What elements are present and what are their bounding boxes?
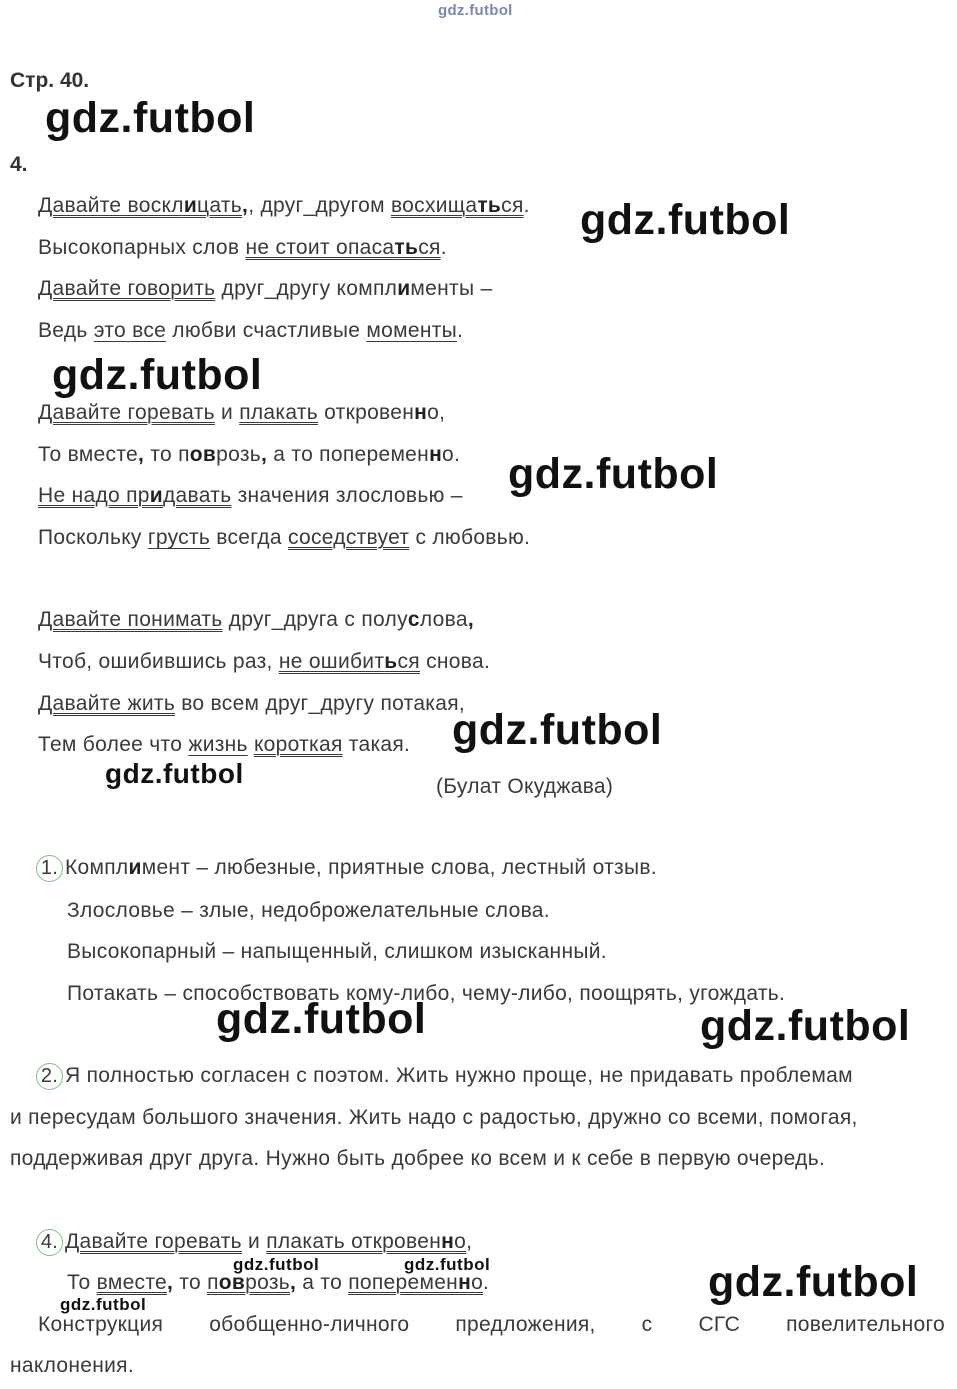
watermark: gdz.futbol [60, 1295, 147, 1314]
watermark: gdz.futbol [404, 1255, 491, 1274]
watermark: gdz.futbol [580, 196, 791, 244]
answer-number-badge: 2. [36, 1063, 63, 1090]
answer-4-conclusion-end: наклонения. [10, 1354, 134, 1377]
answer-2-line: 2. Я полностью согласен с поэтом. Жить нужно проще, не придавать проблемам [36, 1063, 853, 1090]
watermark: gdz.futbol [508, 450, 719, 498]
answer-1-line: Потакать – способствовать кому-либо, чему-либо, поощрять, угождать. [67, 982, 786, 1005]
answer-number-badge: 1. [36, 855, 63, 882]
site-watermark: gdz.futbol [438, 2, 513, 19]
poem-line: Давайте горевать и плакать откровенно, [38, 401, 446, 424]
answer-2-line: поддерживая друг друга. Нужно быть добрее ко всем и к себе в первую очередь. [10, 1147, 826, 1170]
watermark: gdz.futbol [452, 706, 663, 754]
poem-line: Давайте говорить друг_другу комплименты – [38, 277, 493, 300]
watermark: gdz.futbol [105, 758, 244, 789]
poem-line: Давайте понимать друг_друга с полуслова, [38, 608, 474, 631]
task-number: 4. [10, 153, 28, 176]
poem-line: Давайте жить во всем друг_другу потакая, [38, 692, 466, 715]
poem-line: Ведь это все любви счастливые моменты. [38, 319, 464, 342]
answer-2-line: и пересудам большого значения. Жить надо с радостью, дружно со всеми, помогая, [10, 1106, 858, 1129]
watermark: gdz.futbol [233, 1255, 320, 1274]
watermark: gdz.futbol [216, 995, 427, 1043]
watermark: gdz.futbol [45, 94, 256, 142]
answer-number-badge: 4. [36, 1229, 63, 1256]
poem-line: Поскольку грусть всегда соседствует с любовью. [38, 526, 531, 549]
poem-line: Не надо придавать значения злословью – [38, 484, 463, 507]
answer-1-line: Злословье – злые, недоброжелательные слова. [67, 899, 550, 922]
answer-4-line: 4. Давайте горевать и плакать откровенно, [36, 1229, 472, 1256]
answer-1-line: Высокопарный – напыщенный, слишком изысканный. [67, 940, 607, 963]
poem-line: Чтоб, ошибившись раз, не ошибиться снова. [38, 650, 491, 673]
page-header: Стр. 40. [10, 69, 90, 92]
poem-line: То вместе, то поврозь, а то попеременно. [38, 443, 461, 466]
poem-author: (Булат Окуджава) [436, 775, 614, 798]
poem-line: Высокопарных слов не стоит опасаться. [38, 236, 447, 259]
watermark: gdz.futbol [52, 351, 263, 399]
answer-4-line: То вместе, то поврозь, а то попеременно. [67, 1271, 490, 1294]
answer-4-conclusion: Конструкция обобщенно-личного предложения, с СГС повелительного [38, 1313, 945, 1336]
poem-line: Давайте восклицать,, друг_другом восхищаться. [38, 194, 530, 217]
watermark: gdz.futbol [700, 1002, 911, 1050]
poem-line: Тем более что жизнь короткая такая. [38, 733, 411, 756]
answer-1-line: 1. Комплимент – любезные, приятные слова, лестный отзыв. [36, 855, 657, 882]
watermark: gdz.futbol [708, 1258, 919, 1306]
